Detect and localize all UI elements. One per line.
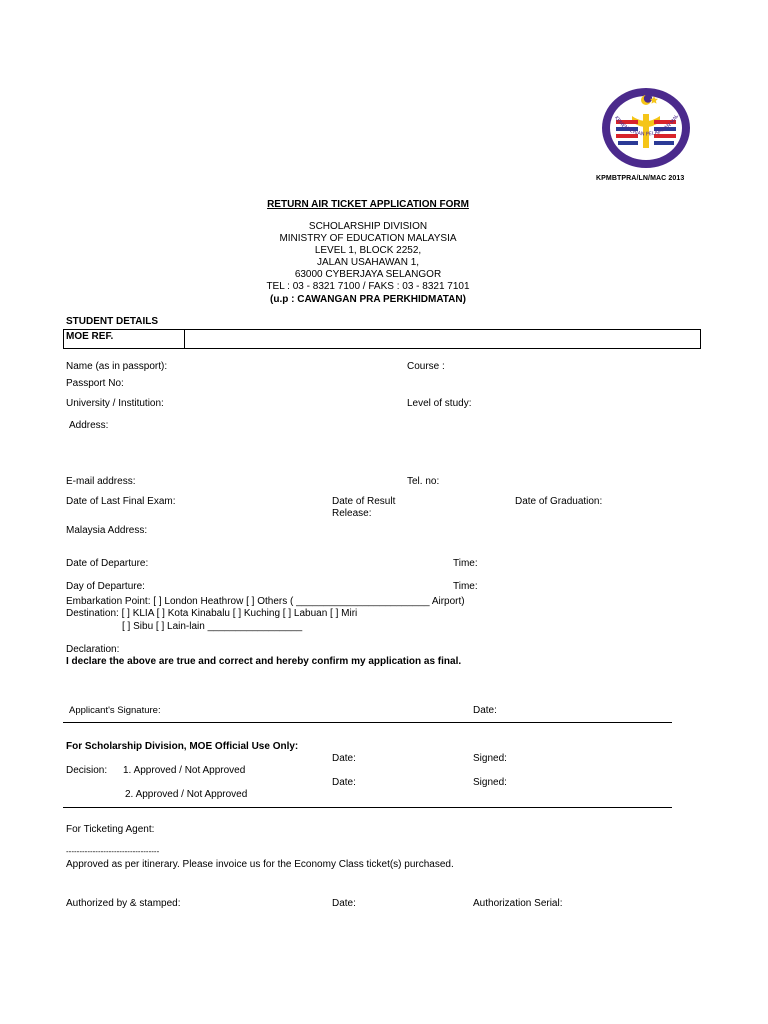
authorization-serial-label: Authorization Serial: bbox=[473, 898, 563, 909]
official-signed-label-2: Signed: bbox=[473, 777, 507, 788]
ticketing-agent-label: For Ticketing Agent: bbox=[66, 824, 155, 835]
name-label: Name (as in passport): bbox=[66, 361, 168, 372]
student-details-heading: STUDENT DETAILS bbox=[66, 316, 159, 327]
malaysia-address-label: Malaysia Address: bbox=[66, 525, 148, 536]
official-date-label-1: Date: bbox=[332, 753, 356, 764]
form-title: RETURN AIR TICKET APPLICATION FORM bbox=[267, 199, 469, 210]
address-line-1: SCHOLARSHIP DIVISION bbox=[308, 221, 428, 232]
declaration-label: Declaration: bbox=[66, 644, 120, 655]
moe-ref-box[interactable] bbox=[63, 329, 701, 349]
official-use-heading: For Scholarship Division, MOE Official Use Only: bbox=[66, 741, 299, 752]
email-label: E-mail address: bbox=[66, 476, 136, 487]
authorized-by-label: Authorized by & stamped: bbox=[66, 898, 181, 909]
decision-2: 2. Approved / Not Approved bbox=[125, 789, 248, 800]
declaration-date-label: Date: bbox=[473, 705, 497, 716]
level-of-study-label: Level of study: bbox=[407, 398, 472, 409]
result-release-label-1: Date of Result bbox=[332, 496, 396, 507]
moe-ref-divider bbox=[184, 330, 185, 348]
signature-dashes: ----------------------------------- bbox=[66, 847, 160, 856]
passport-label: Passport No: bbox=[66, 378, 124, 389]
destination-line-2: [ ] Sibu [ ] Lain-lain _________________ bbox=[122, 621, 303, 632]
result-release-label-2: Release: bbox=[332, 508, 372, 519]
departure-date-label: Date of Departure: bbox=[66, 558, 149, 569]
moe-ref-label: MOE REF. bbox=[66, 331, 114, 342]
course-label: Course : bbox=[407, 361, 445, 372]
logo-ring-text: KEMENTERIAN PELAJARAN MAL bbox=[613, 113, 681, 138]
applicant-signature-label: Applicant's Signature: bbox=[69, 705, 161, 716]
address-line-7: (u.p : CAWANGAN PRA PERKHIDMATAN) bbox=[270, 294, 466, 305]
declaration-statement: I declare the above are true and correct and hereby confirm my application as final. bbox=[66, 656, 462, 667]
embarkation-line: Embarkation Point: [ ] London Heathrow [ ] Others ( ________________________ Airport) bbox=[66, 596, 465, 607]
address-label: Address: bbox=[69, 420, 109, 431]
last-exam-label: Date of Last Final Exam: bbox=[66, 496, 176, 507]
time-label-1: Time: bbox=[453, 558, 478, 569]
agent-date-label: Date: bbox=[332, 898, 356, 909]
destination-line: Destination: [ ] KLIA [ ] Kota Kinabalu [ ] Kuching [ ] Labuan [ ] Miri bbox=[66, 608, 358, 619]
departure-day-label: Day of Departure: bbox=[66, 581, 145, 592]
official-signed-label-1: Signed: bbox=[473, 753, 507, 764]
time-label-2: Time: bbox=[453, 581, 478, 592]
divider-2 bbox=[63, 807, 672, 808]
divider-1 bbox=[63, 722, 672, 723]
decision-label: Decision: bbox=[66, 765, 108, 776]
address-line-5: 63000 CYBERJAYA SELANGOR bbox=[294, 269, 442, 280]
tel-label: Tel. no: bbox=[407, 476, 440, 487]
agent-approved-text: Approved as per itinerary. Please invoice us for the Economy Class ticket(s) purchased. bbox=[66, 859, 454, 870]
form-reference-code: KPMBTPRA/LN/MAC 2013 bbox=[596, 175, 685, 182]
address-line-4: JALAN USAHAWAN 1, bbox=[316, 257, 420, 268]
address-line-3: LEVEL 1, BLOCK 2252, bbox=[314, 245, 422, 256]
address-line-2: MINISTRY OF EDUCATION MALAYSIA bbox=[279, 233, 457, 244]
kpm-logo bbox=[594, 86, 698, 170]
official-date-label-2: Date: bbox=[332, 777, 356, 788]
university-label: University / Institution: bbox=[66, 398, 164, 409]
decision-1: 1. Approved / Not Approved bbox=[123, 765, 246, 776]
graduation-label: Date of Graduation: bbox=[515, 496, 603, 507]
address-line-6: TEL : 03 - 8321 7100 / FAKS : 03 - 8321 7101 bbox=[266, 281, 470, 292]
